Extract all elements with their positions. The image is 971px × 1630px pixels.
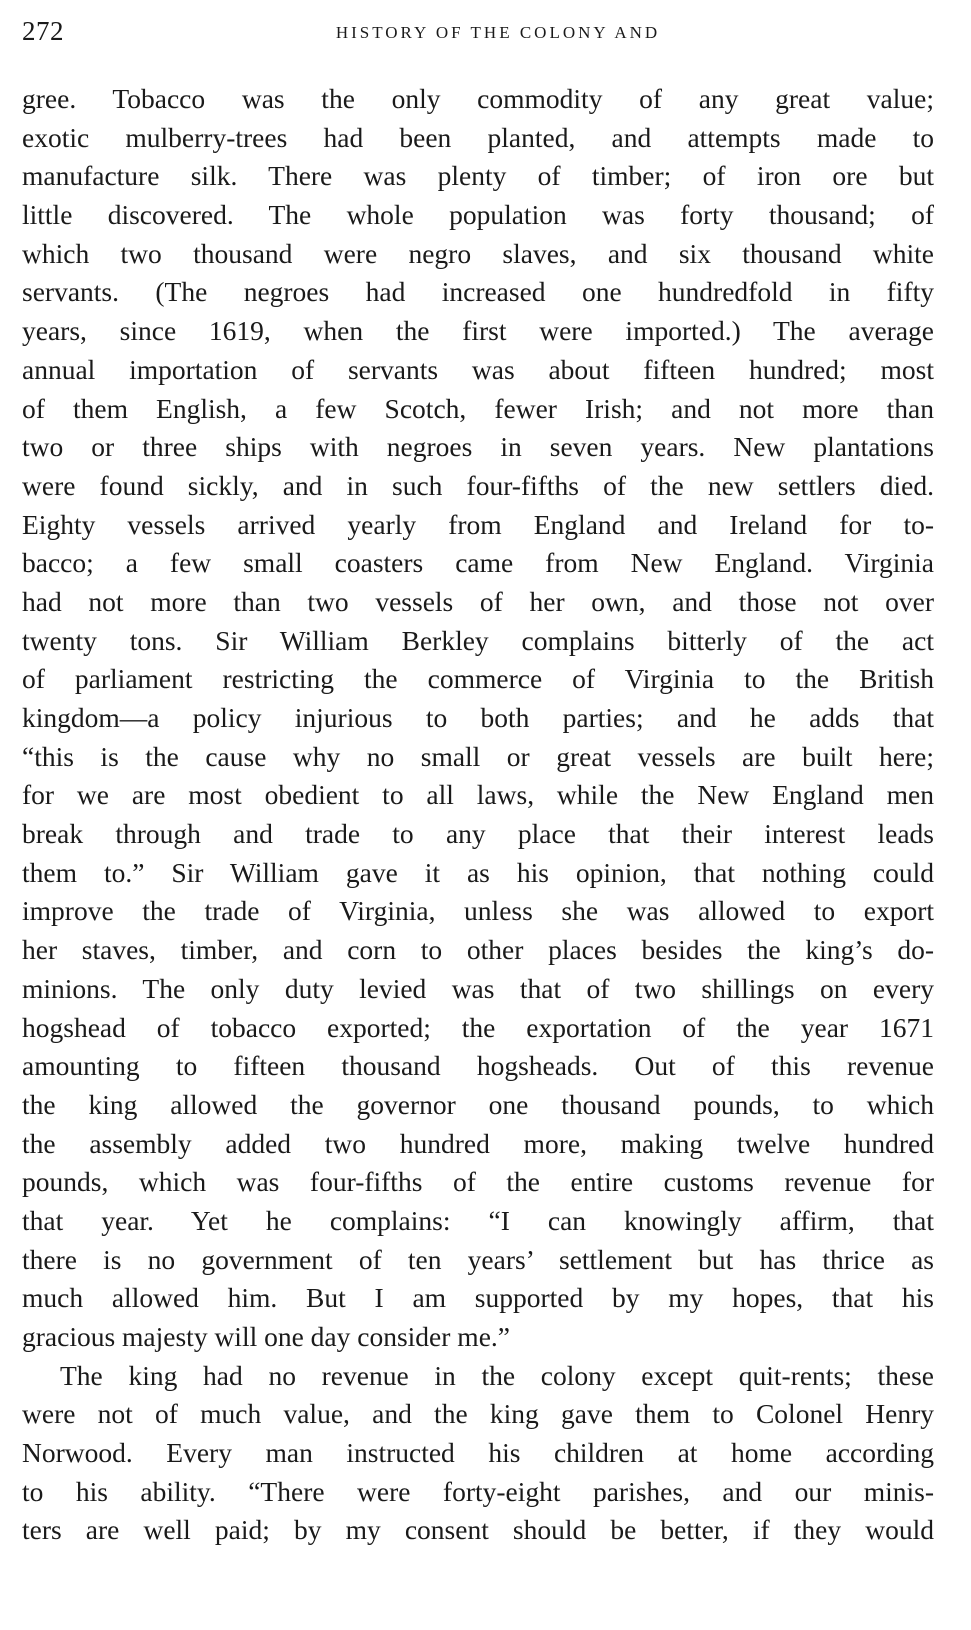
- text-line: annual importation of servants was about fifteen hundred; most: [22, 353, 934, 385]
- running-head: [22, 14, 934, 50]
- text-line: gree. Tobacco was the only commodity of any great value;: [22, 83, 934, 114]
- text-line: for we are most obedient to all laws, while the New England men: [22, 779, 934, 811]
- text-line: were not of much value, and the king gave them to Colonel Henry: [22, 1398, 934, 1430]
- text-line: the king allowed the governor one thousand pounds, to which: [22, 1088, 934, 1120]
- text-line: little discovered. The whole population was forty thousand; of: [22, 199, 934, 231]
- text-line: which two thousand were negro slaves, and six thousand white: [22, 237, 934, 269]
- text-line: ters are well paid; by my consent should be better, if they would: [22, 1514, 934, 1546]
- text-line: gracious majesty will one day consider me.”: [22, 1321, 510, 1352]
- text-line: had not more than two vessels of her own, and those not over: [22, 585, 934, 617]
- text-line: exotic mulberry-trees had been planted, and attempts made to: [22, 121, 934, 153]
- running-title: HISTORY OF THE COLONY AND: [335, 23, 661, 42]
- text-line: twenty tons. Sir William Berkley complains bitterly of the act: [22, 624, 934, 656]
- text-line: them to.” Sir William gave it as his opinion, that nothing could: [22, 856, 934, 888]
- text-line: The king had no revenue in the colony except quit-rents; these: [60, 1359, 934, 1391]
- text-line: amounting to fifteen thousand hogsheads. Out of this revenue: [22, 1050, 934, 1082]
- text-line: the assembly added two hundred more, making twelve hundred: [22, 1127, 934, 1159]
- page-number: 272: [22, 16, 64, 46]
- text-line: there is no government of ten years’ settlement but has thrice as: [22, 1243, 934, 1275]
- text-line: her staves, timber, and corn to other places besides the king’s do-: [22, 934, 934, 966]
- text-line: kingdom—a policy injurious to both parties; and he adds that: [22, 702, 934, 733]
- text-line: years, since 1619, when the first were imported.) The average: [22, 315, 934, 347]
- text-line: servants. (The negroes had increased one hundredfold in fifty: [22, 276, 934, 308]
- text-line: bacco; a few small coasters came from New England. Virginia: [22, 547, 934, 579]
- text-line: of them English, a few Scotch, fewer Irish; and not more than: [22, 392, 934, 424]
- text-line: two or three ships with negroes in seven years. New plantations: [22, 431, 934, 463]
- text-line: that year. Yet he complains: “I can knowingly affirm, that: [22, 1204, 934, 1236]
- text-line: to his ability. “There were forty-eight parishes, and our minis-: [22, 1475, 934, 1507]
- text-line: of parliament restricting the commerce of Virginia to the British: [22, 663, 934, 695]
- text-line: Eighty vessels arrived yearly from England and Ireland for to-: [22, 508, 934, 540]
- text-line: “this is the cause why no small or great vessels are built here;: [22, 740, 934, 772]
- text-line: break through and trade to any place that their interest leads: [22, 818, 934, 850]
- text-line: improve the trade of Virginia, unless she was allowed to export: [22, 895, 934, 927]
- text-line: were found sickly, and in such four-fifths of the new settlers died.: [22, 469, 934, 501]
- body-text: [22, 80, 934, 1550]
- text-line: pounds, which was four-fifths of the entire customs revenue for: [22, 1166, 934, 1198]
- text-line: much allowed him. But I am supported by my hopes, that his: [22, 1282, 934, 1314]
- text-line: Norwood. Every man instructed his children at home according: [22, 1437, 934, 1469]
- text-line: minions. The only duty levied was that of two shillings on every: [22, 972, 934, 1004]
- text-line: hogshead of tobacco exported; the exportation of the year 1671: [22, 1011, 934, 1043]
- text-line: manufacture silk. There was plenty of timber; of iron ore but: [22, 160, 934, 192]
